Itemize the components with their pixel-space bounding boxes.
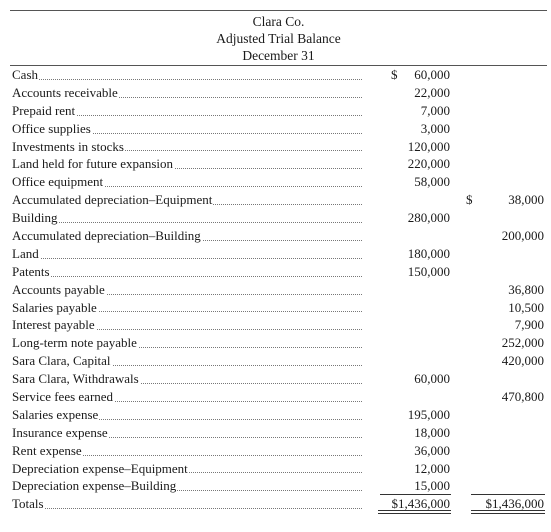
account-name: Land held for future expansion (12, 156, 174, 172)
account-name: Interest payable (12, 317, 95, 333)
table-row (0, 102, 551, 120)
account-name: Accounts receivable (12, 84, 118, 100)
table-row (0, 227, 551, 245)
table-row (0, 84, 551, 102)
debit-amount: 150,000 (407, 263, 450, 279)
credit-amount: 470,800 (501, 389, 544, 405)
debit-total: $1,436,000 (391, 496, 450, 512)
table-row (0, 388, 551, 406)
leader-dots (12, 508, 362, 509)
account-cell (12, 173, 362, 191)
credit-amount: 7,900 (514, 317, 544, 333)
credit-amount (470, 477, 544, 495)
account-cell (12, 245, 362, 263)
account-cell (12, 477, 362, 495)
credit-amount (470, 263, 544, 281)
account-name: Office equipment (12, 174, 104, 190)
account-cell (12, 102, 362, 120)
table-row (0, 263, 551, 281)
table-row (0, 442, 551, 460)
debit-amount (378, 191, 450, 209)
debit-amount: 120,000 (407, 138, 450, 154)
table-row (0, 281, 551, 299)
debit-amount: 220,000 (407, 156, 450, 172)
table-row (0, 138, 551, 156)
credit-amount (470, 84, 544, 102)
debit-amount: 60,000 (414, 371, 450, 387)
account-cell (12, 66, 362, 84)
credit-amount: 200,000 (501, 228, 544, 244)
account-name: Rent expense (12, 442, 82, 458)
account-cell (12, 406, 362, 424)
debit-dollar-sign: $ (391, 67, 398, 82)
credit-amount (470, 120, 544, 138)
account-name: Sara Clara, Capital (12, 353, 111, 369)
credit-total-double-underline (471, 510, 545, 514)
debit-amount: 58,000 (414, 174, 450, 190)
table-row (0, 245, 551, 263)
account-name: Prepaid rent (12, 102, 76, 118)
account-name: Long-term note payable (12, 335, 137, 351)
leader-dots (12, 222, 362, 223)
table-row (0, 334, 551, 352)
leader-dots (12, 79, 362, 80)
account-cell (12, 299, 362, 317)
account-cell (12, 424, 362, 442)
table-row (0, 155, 551, 173)
debit-amount: 12,000 (414, 460, 450, 476)
debit-amount: 22,000 (414, 84, 450, 100)
debit-amount: 15,000 (414, 478, 450, 494)
table-row (0, 406, 551, 424)
credit-amount (470, 209, 544, 227)
debit-amount (378, 352, 450, 370)
table-row (0, 209, 551, 227)
account-cell (12, 334, 362, 352)
credit-total: $1,436,000 (485, 496, 544, 512)
table-row (0, 120, 551, 138)
account-cell (12, 138, 362, 156)
debit-amount: 36,000 (414, 442, 450, 458)
account-cell (12, 209, 362, 227)
debit-amount: 18,000 (414, 424, 450, 440)
debit-amount (378, 227, 450, 245)
account-cell (12, 370, 362, 388)
debit-amount: 3,000 (420, 120, 450, 136)
account-name: Patents (12, 263, 50, 279)
totals-label: Totals (12, 496, 44, 512)
debit-amount: 60,000 (414, 67, 450, 82)
account-cell (12, 316, 362, 334)
statement-title: Adjusted Trial Balance (216, 31, 341, 46)
credit-amount: 10,500 (508, 299, 544, 315)
account-name: Service fees earned (12, 389, 114, 405)
table-row (0, 460, 551, 478)
account-name: Salaries payable (12, 299, 97, 315)
table-row (0, 352, 551, 370)
account-name: Cash (12, 67, 38, 82)
totals-row (0, 495, 551, 513)
debit-amount: 180,000 (407, 245, 450, 261)
statement-date: December 31 (242, 48, 315, 63)
credit-amount (470, 406, 544, 424)
account-cell (12, 442, 362, 460)
credit-amount (470, 245, 544, 263)
credit-amount: 252,000 (501, 335, 544, 351)
account-name: Depreciation expense–Building (12, 478, 177, 494)
table-row (0, 370, 551, 388)
debit-amount (378, 299, 450, 317)
debit-amount: 7,000 (420, 102, 450, 118)
account-cell (12, 155, 362, 173)
credit-amount (470, 155, 544, 173)
account-cell (12, 263, 362, 281)
account-cell (12, 120, 362, 138)
table-row (0, 191, 551, 209)
debit-amount: 280,000 (407, 210, 450, 226)
credit-amount (470, 173, 544, 191)
account-name: Investments in stocks (12, 138, 124, 154)
account-cell (12, 388, 362, 406)
account-name: Building (12, 210, 58, 226)
credit-amount (470, 442, 544, 460)
debit-amount (378, 334, 450, 352)
debit-amount: 195,000 (407, 406, 450, 422)
account-name: Office supplies (12, 120, 91, 136)
table-row (0, 477, 551, 495)
table-row (0, 424, 551, 442)
credit-amount: 36,800 (508, 281, 544, 297)
account-cell (12, 227, 362, 245)
credit-amount (470, 138, 544, 156)
credit-amount: 420,000 (501, 353, 544, 369)
debit-amount (378, 281, 450, 299)
table-row (0, 173, 551, 191)
account-name: Accumulated depreciation–Building (12, 228, 201, 244)
account-cell (12, 460, 362, 478)
table-row (0, 316, 551, 334)
credit-amount (470, 424, 544, 442)
table-row (0, 299, 551, 317)
account-cell (12, 495, 362, 513)
leader-dots (12, 258, 362, 259)
account-cell (12, 281, 362, 299)
statement-heading (10, 13, 547, 64)
credit-dollar-sign: $ (466, 192, 473, 208)
credit-amount (470, 460, 544, 478)
trial-balance-table (0, 66, 551, 513)
credit-amount (470, 370, 544, 388)
account-name: Accumulated depreciation–Equipment (12, 192, 213, 208)
credit-amount: 38,000 (508, 192, 544, 208)
top-rule (10, 10, 547, 11)
account-name: Insurance expense (12, 424, 108, 440)
account-cell (12, 191, 362, 209)
account-name: Accounts payable (12, 281, 105, 297)
account-name: Sara Clara, Withdrawals (12, 371, 139, 387)
debit-total-double-underline (378, 510, 451, 514)
account-cell (12, 352, 362, 370)
account-cell (12, 84, 362, 102)
company-name: Clara Co. (252, 14, 305, 29)
account-name: Salaries expense (12, 406, 99, 422)
debit-amount (378, 316, 450, 334)
debit-amount (378, 388, 450, 406)
credit-amount (470, 66, 544, 84)
account-name: Land (12, 245, 39, 261)
credit-amount (470, 102, 544, 120)
table-row (0, 66, 551, 84)
account-name: Depreciation expense–Equipment (12, 460, 188, 476)
leader-dots (12, 276, 362, 277)
